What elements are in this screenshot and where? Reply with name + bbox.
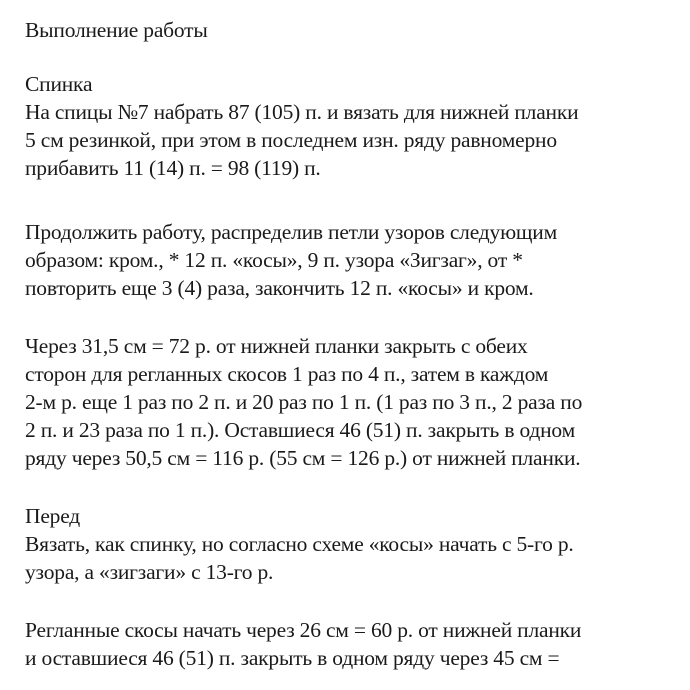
- text-line: На спицы №7 набрать 87 (105) п. и вязать для нижней планки: [25, 100, 579, 124]
- text-line: 5 см резинкой, при этом в последнем изн. ряду равномерно: [25, 128, 557, 152]
- text-line: Через 31,5 см = 72 р. от нижней планки закрыть с обеих: [25, 334, 528, 358]
- text-line: Регланные скосы начать через 26 см = 60 р. от нижней планки: [25, 618, 582, 642]
- text-line: повторить еще 3 (4) раза, закончить 12 п. «косы» и кром.: [25, 276, 534, 300]
- text-line: Продолжить работу, распределив петли узоров следующим: [25, 220, 557, 244]
- text-line: образом: кром., * 12 п. «косы», 9 п. узора «Зигзаг», от *: [25, 248, 523, 272]
- text-line: сторон для регланных скосов 1 раз по 4 п., затем в каждом: [25, 362, 549, 386]
- text-line: и оставшиеся 46 (51) п. закрыть в одном ряду через 45 см =: [25, 646, 560, 670]
- text-line: Вязать, как спинку, но согласно схеме «косы» начать с 5-го р.: [25, 532, 574, 556]
- section-heading-back: Спинка: [25, 72, 93, 96]
- text-line: 2 п. и 23 раза по 1 п.). Оставшиеся 46 (51) п. закрыть в одном: [25, 418, 575, 442]
- text-line: ряду через 50,5 см = 116 р. (55 см = 126 р.) от нижней планки.: [25, 446, 581, 470]
- text-line: прибавить 11 (14) п. = 98 (119) п.: [25, 156, 321, 180]
- page-title: Выполнение работы: [25, 18, 208, 42]
- text-line: 2-м р. еще 1 раз по 2 п. и 20 раз по 1 п. (1 раз по 3 п., 2 раза по: [25, 390, 583, 414]
- section-heading-front: Перед: [25, 504, 81, 528]
- text-line: узора, а «зигзаги» с 13-го р.: [25, 560, 274, 584]
